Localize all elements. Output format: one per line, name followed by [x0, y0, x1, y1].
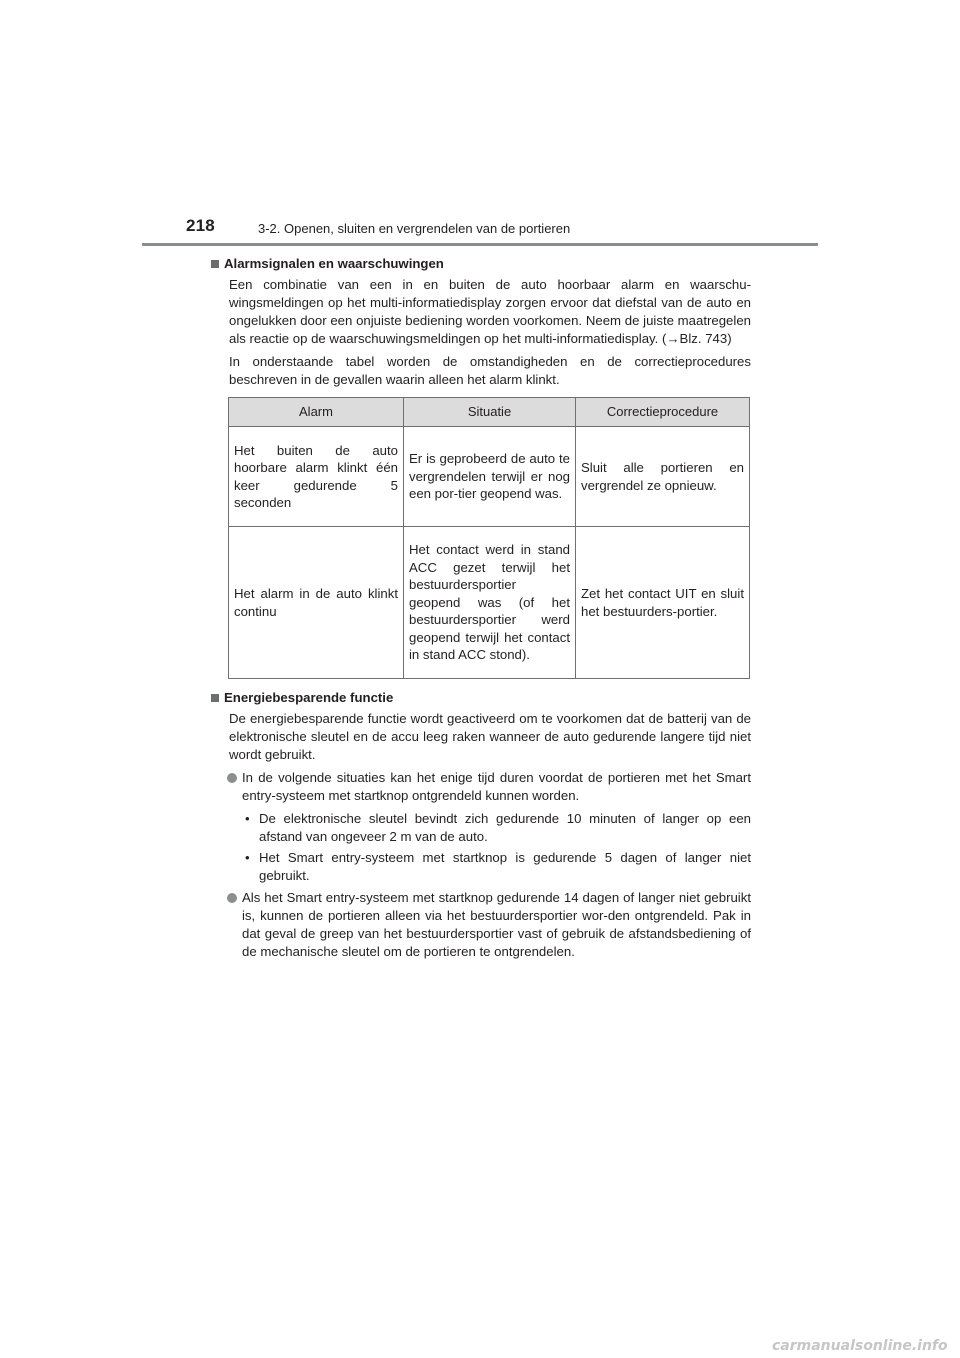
table-header-row — [229, 398, 750, 427]
table-row — [229, 427, 750, 527]
dot-bullet-icon: • — [245, 811, 250, 826]
section-heading-text: Alarmsignalen en waarschuwingen — [224, 256, 444, 271]
table-cell-situation: Het contact werd in stand ACC gezet terwijl het bestuurdersportier geopend was (of het bestuurdersportier werd geopend terwijl het contact in stand ACC stond). — [404, 527, 576, 679]
square-bullet-icon — [211, 260, 219, 268]
list-item — [227, 769, 751, 805]
sub-list-item-text: De elektronische sleutel bevindt zich gedurende 10 minuten of langer op een afstand van ongeveer 2 m van de auto. — [259, 811, 751, 844]
round-bullet-icon — [227, 773, 237, 783]
table-row — [229, 527, 750, 679]
sub-list-item — [245, 849, 751, 885]
section-heading-text: Energiebesparende functie — [224, 690, 394, 705]
sub-list-item-text: Het Smart entry-systeem met startknop is gedurende 5 dagen of langer niet gebruikt. — [259, 850, 751, 883]
chapter-title: 3-2. Openen, sluiten en vergrendelen van de portieren — [258, 221, 571, 236]
paragraph: Een combinatie van een in en buiten de auto hoorbaar alarm en waarschu-wingsmeldingen op het multi-informatiedisplay zorgen ervoor dat diefstal van de auto en ongelukken door een onjuiste bediening worden voorkomen. Neem de juiste maatregelen als reactie op de waarschuwingsmeldingen op het multi-informatiedisplay. (→Blz. 743) — [229, 277, 751, 346]
list-item — [227, 889, 751, 961]
table-cell-procedure: Sluit alle portieren en vergrendel ze opnieuw. — [576, 427, 750, 527]
section-heading-alarm — [211, 255, 751, 273]
square-bullet-icon — [211, 694, 219, 702]
paragraph: In onderstaande tabel worden de omstandigheden en de correctieprocedures beschreven in de gevallen waarin alleen het alarm klinkt. — [229, 354, 751, 387]
column-header: Alarm — [229, 398, 404, 427]
column-header: Situatie — [404, 398, 576, 427]
paragraph: De energiebesparende functie wordt geactiveerd om te voorkomen dat de batterij van de elektronische sleutel en de accu leeg raken wanneer de auto gedurende langere tijd niet wordt gebruikt. — [229, 711, 751, 762]
table-cell-situation: Er is geprobeerd de auto te vergrendelen terwijl er nog een por-tier geopend was. — [404, 427, 576, 527]
page-content — [211, 255, 751, 966]
column-header: Correctieprocedure — [576, 398, 750, 427]
header-divider — [142, 243, 818, 246]
section-heading-energy — [211, 689, 751, 707]
sub-list-item — [245, 810, 751, 846]
watermark: carmanualsonline.info — [772, 1338, 948, 1354]
round-bullet-icon — [227, 893, 237, 903]
table-cell-alarm: Het alarm in de auto klinkt continu — [229, 527, 404, 679]
page-number: 218 — [186, 216, 215, 235]
table-cell-procedure: Zet het contact UIT en sluit het bestuurders-portier. — [576, 527, 750, 679]
list-item-text: Als het Smart entry-systeem met startknop gedurende 14 dagen of langer niet gebruikt is, kunnen de portieren alleen via het bestuurdersportier wor-den ontgrendeld. Pak in dat geval de greep van het bestuurdersportier vast of gebruik de afstandsbediening of de mechanische sleutel om de portieren te ontgrendelen. — [242, 890, 751, 959]
dot-bullet-icon: • — [245, 850, 250, 865]
list-item-text: In de volgende situaties kan het enige tijd duren voordat de portieren met het Smart entry-systeem met startknop ontgrendeld kunnen worden. — [242, 770, 751, 803]
table-cell-alarm: Het buiten de auto hoorbare alarm klinkt één keer gedurende 5 seconden — [229, 427, 404, 527]
alarm-table — [228, 397, 750, 679]
